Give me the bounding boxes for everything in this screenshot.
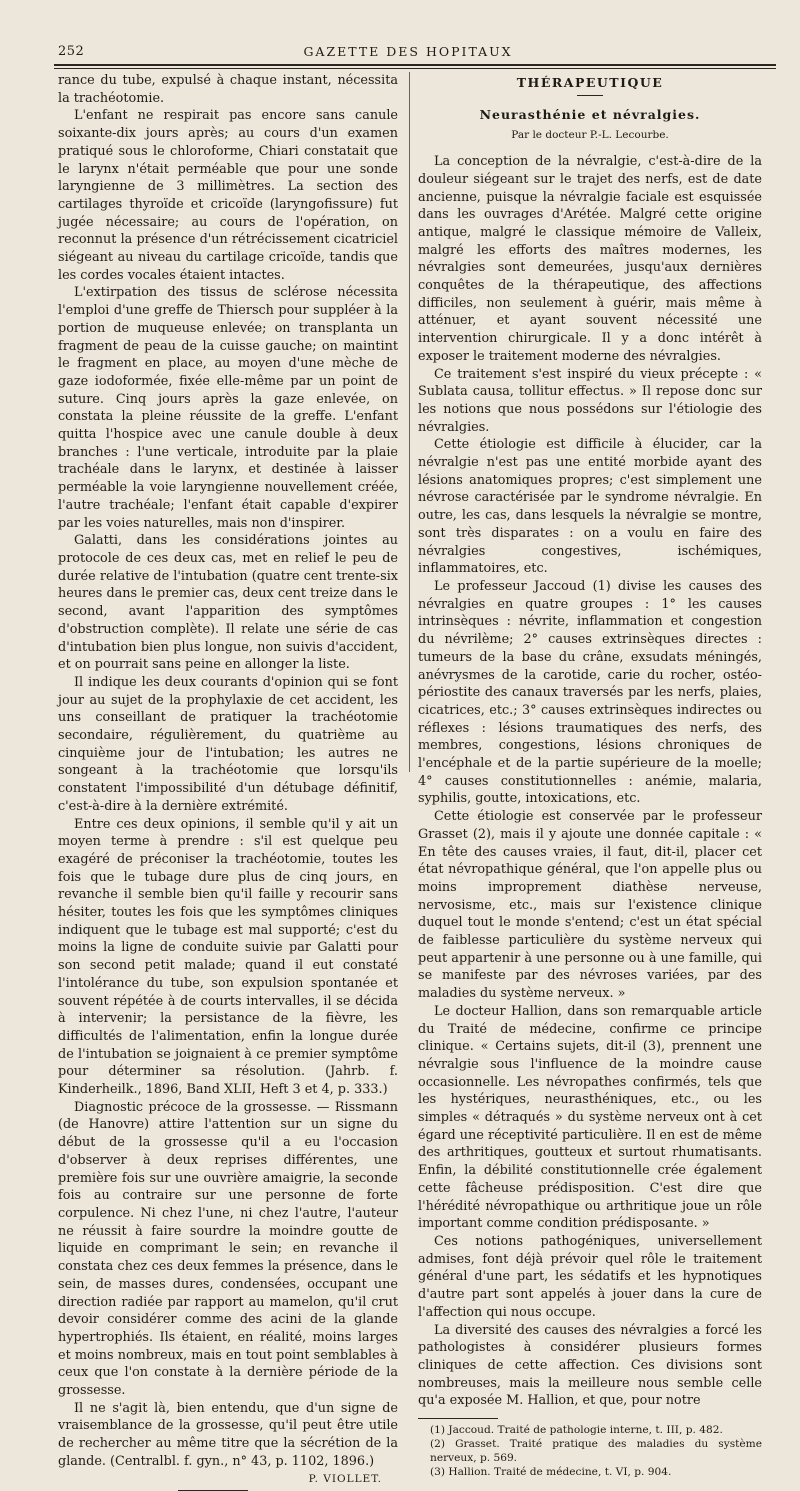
footnote: (1) Jaccoud. Traité de pathologie interne, t. III, p. 482. bbox=[430, 1424, 723, 1437]
paragraph: Entre ces deux opinions, il semble qu'il y ait un moyen terme à prendre : s'il est quelque peu exagéré de préconiser la trachéotomie, toutes les fois que le tubage dure plus de cinq jours, en revanche il semble bien qu'il faille y recourir sans hésiter, toutes les fois que les symptômes cliniques indiquent que le tubage est mal supporté; c'est du moins la ligne de conduite suivie par Galatti pour son second petit malade; quand il eut constaté l'intolérance du tube, son expulsion spontanée et souvent répétée à de courts intervalles, il se décida à intervenir; la persistance de la fièvre, les difficultés de l'alimentation, enfin la longue durée de l'intubation se joignaient à ce premier symptôme pour déterminer sa résolution. (Jahrb. f. Kinderheilk., 1896, Band XLII, Heft 3 et 4, p. 333.) bbox=[58, 816, 398, 1098]
footnote: (2) Grasset. Traité pratique des maladies du système nerveux, p. 569. bbox=[430, 1438, 762, 1465]
paragraph: Ce traitement s'est inspiré du vieux précepte : « Sublata causa, tollitur effectus. » Il repose donc sur les notions que nous possédons sur l'étiologie des névralgies. bbox=[418, 366, 762, 435]
left-column bbox=[58, 72, 398, 1491]
column-divider bbox=[409, 72, 410, 772]
paragraph: La diversité des causes des névralgies a forcé les pathologistes à considérer plusieurs formes cliniques de cette affection. Ces divisions sont nombreuses, mais la meilleure nous semble celle qu'a exposée M. Hallion, et que, pour notre bbox=[418, 1322, 762, 1409]
author-signature: P. VIOLLET. bbox=[308, 1472, 382, 1485]
header-rule-thick bbox=[54, 64, 776, 66]
page-number: 252 bbox=[58, 44, 85, 59]
paragraph: L'extirpation des tissus de sclérose nécessita l'emploi d'une greffe de Thiersch pour suppléer à la portion de muqueuse enlevée; on transplanta un fragment de peau de la cuisse gauche; on maintint le fragment en place, au moyen d'une mèche de gaze iodoformée, fixée elle-même par un point de suture. Cinq jours après la gaze enlevée, on constata la pleine réussite de la greffe. L'enfant quitta l'hospice avec une canule double à deux branches : l'une verticale, introduite par la plaie trachéale dans le larynx, et destinée à laisser perméable la voie laryngienne nouvellement créée, l'autre trachéale; l'enfant était capable d'expirer par les voies naturelles, mais non d'inspirer. bbox=[58, 285, 398, 531]
paragraph: La conception de la névralgie, c'est-à-dire de la douleur siégeant sur le trajet des nerfs, est de date ancienne, puisque la névralgie faciale est esquissée dans les ouvrages d'Arétée. Malgré cette origine antique, malgré le classique mémoire de Valleix, malgré les efforts des maîtres modernes, les névralgies sont demeurées, jusqu'aux dernières conquêtes de la thérapeutique, des affections difficiles, non seulement à guérir, mais même à atténuer, et ayant souvent nécessité une intervention chirurgicale. Il y a donc intérêt à exposer le traitement moderne des névralgies. bbox=[418, 154, 762, 364]
section-heading: THÉRAPEUTIQUE bbox=[516, 75, 664, 90]
footnote-rule bbox=[418, 1418, 498, 1419]
article-title: Neurasthénie et névralgies. bbox=[479, 106, 701, 122]
article-byline: Par le docteur P.-L. Lecourbe. bbox=[511, 129, 669, 142]
paragraph: rance du tube, expulsé à chaque instant, nécessita la trachéotomie. bbox=[58, 73, 398, 106]
paragraph: Il indique les deux courants d'opinion qui se font jour au sujet de la prophylaxie de cet accident, les uns conseillant de pratiquer la trachéotomie secondaire, régulièrement, du quatrième au cinquième jour de l'intubation; les autres ne songeant à la trachéotomie que lorsqu'ils constatent l'impossibilité d'un détubage définitif, c'est-à-dire à la dernière extrémité. bbox=[58, 674, 398, 814]
paragraph: Cette étiologie est difficile à élucider, car la névralgie n'est pas une entité morbide ayant des lésions anatomiques propres; c'est simplement une névrose caractérisée par le syndrome névralgie. En outre, les cas, dans lesquels la névralgie se montre, sont très disparates : on a voulu en faire des névralgies congestives, ischémiques, inflammatoires, etc. bbox=[418, 437, 762, 577]
running-title: GAZETTE DES HOPITAUX bbox=[303, 44, 513, 59]
section-rule bbox=[577, 95, 603, 96]
paragraph: Il ne s'agit là, bien entendu, que d'un signe de vraisemblance de la grossesse, qu'il peut être utile de rechercher au même titre que la sécrétion de la glande. (Centralbl. f. gyn., n° 43, p. 1102, 1896.) bbox=[58, 1400, 398, 1469]
right-column bbox=[418, 72, 762, 1479]
paragraph: Galatti, dans les considérations jointes au protocole de ces deux cas, met en relief le peu de durée relative de l'intubation (quatre cent trente-six heures dans le premier cas, deux cent treize dans le second, avant l'apparition des symptômes d'obstruction complète). Il relate une série de cas d'intubation bien plus longue, non suivis d'accident, et on pourrait sans peine en allonger la liste. bbox=[58, 533, 398, 673]
footnote: (3) Hallion. Traité de médecine, t. VI, p. 904. bbox=[430, 1466, 672, 1479]
paragraph: Diagnostic précoce de la grossesse. — Rissmann (de Hanovre) attire l'attention sur un signe du début de la grossesse qu'il a eu l'occasion d'observer à deux reprises différentes, une première fois sur une ouvrière amaigrie, la seconde fois au contraire sur une personne de forte corpulence. Ni chez l'une, ni chez l'autre, l'auteur ne réussit à faire sourdre la moindre goutte de liquide en comprimant le sein; en revanche il constata chez ces deux femmes la présence, dans le sein, de masses dures, condensées, occupant une direction radiée par rapport au mamelon, qu'il crut devoir considérer comme des acini de la glande hypertrophiés. Ils étaient, en réalité, moins larges et moins nombreux, mais en tout point semblables à ceux que l'on constate à la dernière période de la grossesse. bbox=[58, 1099, 398, 1399]
paragraph: Le professeur Jaccoud (1) divise les causes des névralgies en quatre groupes : 1° les causes intrinsèques : névrite, inflammation et congestion du névrilème; 2° causes extrinsèques directes : tumeurs de la base du crâne, exsudats méningés, anévrysmes de la carotide, carie du rocher, ostéo-périostite des canaux traversés par les nerfs, plaies, cicatrices, etc.; 3° causes extrinsèques indirectes ou réflexes : lésions traumatiques des nerfs, des membres, congestions, lésions chroniques de l'encéphale et de la partie supérieure de la moelle; 4° causes constitutionnelles : anémie, malaria, syphilis, goutte, intoxications, etc. bbox=[418, 578, 762, 807]
paragraph: Ces notions pathogéniques, universellement admises, font déjà prévoir quel rôle le traitement général d'une part, les sédatifs et les hypnotiques d'autre part sont appelés à jouer dans la cure de l'affection qui nous occupe. bbox=[418, 1234, 762, 1320]
paragraph: Cette étiologie est conservée par le professeur Grasset (2), mais il y ajoute une donnée capitale : « En tête des causes vraies, il faut, dit-il, placer cet état névropathique général, que l'on appelle plus ou moins improprement diathèse nerveuse, nervosisme, etc., mais sur l'existence clinique duquel tout le monde s'entend; c'est un état spécial de faiblesse particulière du système nerveux qui peut appartenir à une personne ou à une famille, qui se manifeste par des névroses variées, par des maladies du système nerveux. » bbox=[418, 809, 762, 1002]
paragraph: Le docteur Hallion, dans son remarquable article du Traité de médecine, confirme ce principe clinique. « Certains sujets, dit-il (3), prennent une névralgie sous l'influence de la moindre cause occasionnelle. Les névropathes confirmés, tels que les hystériques, neurasthéniques, etc., ou les simples « détraqués » du système nerveux ont à cet égard une réceptivité particulière. Il en est de même des arthritiques, goutteux et surtout rhumatisants. Enfin, la débilité constitutionnelle crée également cette fâcheuse prédisposition. C'est dire que l'hérédité névropathique ou arthritique joue un rôle important comme condition prédisposante. » bbox=[418, 1003, 762, 1232]
paragraph: L'enfant ne respirait pas encore sans canule soixante-dix jours après; au cours d'un examen pratiqué sous le chloroforme, Chiari constatait que le larynx n'était perméable que pour une sonde laryngienne de 3 millimètres. La section des cartilages thyroïde et cricoïde (laryngofissure) fut jugée nécessaire; au cours de l'opération, on reconnut la présence d'un rétrécissement cicatriciel siégeant au niveau du cartilage cricoïde, tandis que les cordes vocales étaient intactes. bbox=[58, 108, 398, 283]
page-header bbox=[58, 38, 758, 62]
header-rule-thin bbox=[54, 68, 776, 69]
